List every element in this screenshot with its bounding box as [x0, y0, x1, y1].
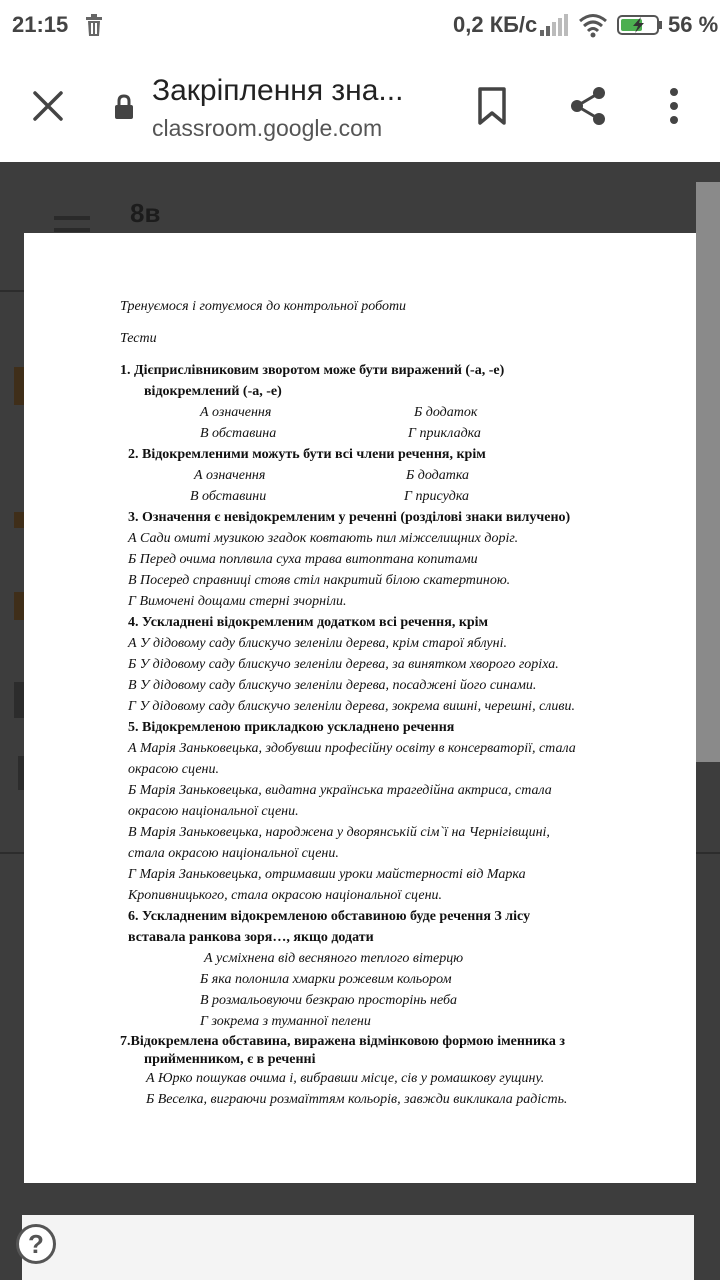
- battery-charging-icon: [617, 14, 663, 36]
- answer-option: Г Марія Заньковецька, отримавши уроки майстерності від Марка: [128, 867, 526, 882]
- question-4: 4. Ускладнені відокремленим додатком всі речення, крім: [128, 615, 489, 630]
- answer-option: А Марія Заньковецька, здобувши професійну освіту в консерваторії, стала: [128, 741, 576, 756]
- answer-option: А Сади омиті музикою згадок ковтають пил міжселищних доріг.: [128, 531, 519, 546]
- question-7: 7.Відокремлена обставина, виражена відмінковою формою іменника з: [120, 1034, 566, 1049]
- question-2: 2. Відокремленими можуть бути всі члени речення, крім: [128, 447, 486, 462]
- wifi-icon: [578, 12, 608, 38]
- question-1: 1. Дієприслівниковим зворотом може бути виражений (-а, -е): [120, 363, 505, 378]
- question-6-cont: вставала ранкова зоря…, якщо додати: [128, 930, 374, 945]
- bookmark-icon[interactable]: [476, 86, 508, 126]
- question-5: 5. Відокремленою прикладкою ускладнено речення: [128, 720, 455, 735]
- document-image: [24, 233, 696, 1183]
- status-bar: [0, 0, 720, 52]
- answer-option: В Марія Заньковецька, народжена у дворянській сім`ї на Чернігівщині,: [128, 825, 550, 840]
- answer-option: Г присудка: [404, 489, 470, 504]
- answer-option: В У дідовому саду блискучо зеленіли дерева, посаджені його синами.: [128, 678, 537, 693]
- answer-option: Б додаток: [414, 405, 478, 420]
- trash-icon: [84, 13, 104, 37]
- answer-option: А означення: [200, 405, 272, 420]
- answer-option: В обставина: [200, 426, 277, 441]
- answer-option: Г зокрема з туманної пелени: [200, 1014, 371, 1029]
- page-title: Закріплення зна...: [152, 74, 404, 107]
- lock-icon: [113, 94, 135, 120]
- network-speed: 0,2 КБ/с: [453, 12, 538, 37]
- background-avatar: [14, 682, 24, 718]
- signal-icon: [540, 14, 568, 36]
- answer-option: В розмальовуючи безкраю просторінь неба: [200, 993, 458, 1008]
- answer-option: Б Марія Заньковецька, видатна українська трагедійна актриса, стала: [128, 783, 552, 798]
- status-time: 21:15: [12, 12, 69, 37]
- battery-percent: 56 %: [668, 12, 719, 37]
- answer-option: А Юрко пошукав очима і, вибравши місце, сів у ромашкову гущину.: [146, 1071, 545, 1086]
- answer-option: Б У дідовому саду блискучо зеленіли дерева, за винятком хворого горіха.: [128, 657, 559, 672]
- scrollbar[interactable]: [696, 182, 720, 762]
- class-name: 8в: [130, 198, 161, 228]
- doc-line: Тести: [120, 331, 157, 346]
- answer-option: А означення: [194, 468, 266, 483]
- answer-option: Г У дідовому саду блискучо зеленіли дерева, зокрема вишні, черешні, сливи.: [128, 699, 575, 714]
- answer-option: В Посеред справниці стояв стіл накритий білою скатертиною.: [128, 573, 511, 588]
- background-accent: [14, 592, 24, 620]
- page-url[interactable]: classroom.google.com: [152, 115, 383, 141]
- answer-option-cont: стала окрасою національної сцени.: [128, 846, 339, 861]
- answer-option: В обставини: [190, 489, 267, 504]
- answer-option: Г Вимочені дощами стерні зчорніли.: [128, 594, 347, 609]
- answer-option: Б Веселка, виграючи розмаїттям кольорів, завжди викликала радість.: [146, 1092, 568, 1107]
- question-7-cont: прийменником, є в реченні: [144, 1052, 316, 1067]
- answer-option: А усміхнена від весняного теплого вітерцю: [204, 951, 464, 966]
- more-options-icon[interactable]: [664, 88, 684, 124]
- question-6: 6. Ускладненим відокремленою обставиною буде речення З лісу: [128, 909, 531, 924]
- answer-option: Г прикладка: [408, 426, 481, 441]
- browser-toolbar: [0, 52, 720, 162]
- answer-option-cont: окрасою сцени.: [128, 762, 220, 777]
- background-accent: [14, 512, 24, 528]
- share-icon[interactable]: [568, 85, 608, 127]
- answer-option: Б Перед очима поплвила суха трава витоптана копитами: [128, 552, 478, 567]
- question-1-cont: відокремлений (-а, -е): [144, 384, 282, 399]
- bottom-sheet: [22, 1215, 694, 1280]
- doc-line: Тренуємося і готуємося до контрольної роботи: [120, 299, 407, 314]
- background-accent: [14, 367, 24, 405]
- answer-option: Б додатка: [406, 468, 470, 483]
- background-divider: [0, 290, 24, 292]
- close-icon[interactable]: [30, 88, 66, 124]
- answer-option: Б яка полонила хмарки рожевим кольором: [200, 972, 452, 987]
- answer-option-cont: Кропивницького, стала окрасою національної сцени.: [128, 888, 443, 903]
- answer-option-cont: окрасою національної сцени.: [128, 804, 299, 819]
- help-button[interactable]: ?: [16, 1224, 56, 1264]
- question-3: 3. Означення є невідокремленим у реченні (розділові знаки вилучено): [128, 510, 571, 525]
- answer-option: А У дідовому саду блискучо зеленіли дерева, крім старої яблуні.: [128, 636, 507, 651]
